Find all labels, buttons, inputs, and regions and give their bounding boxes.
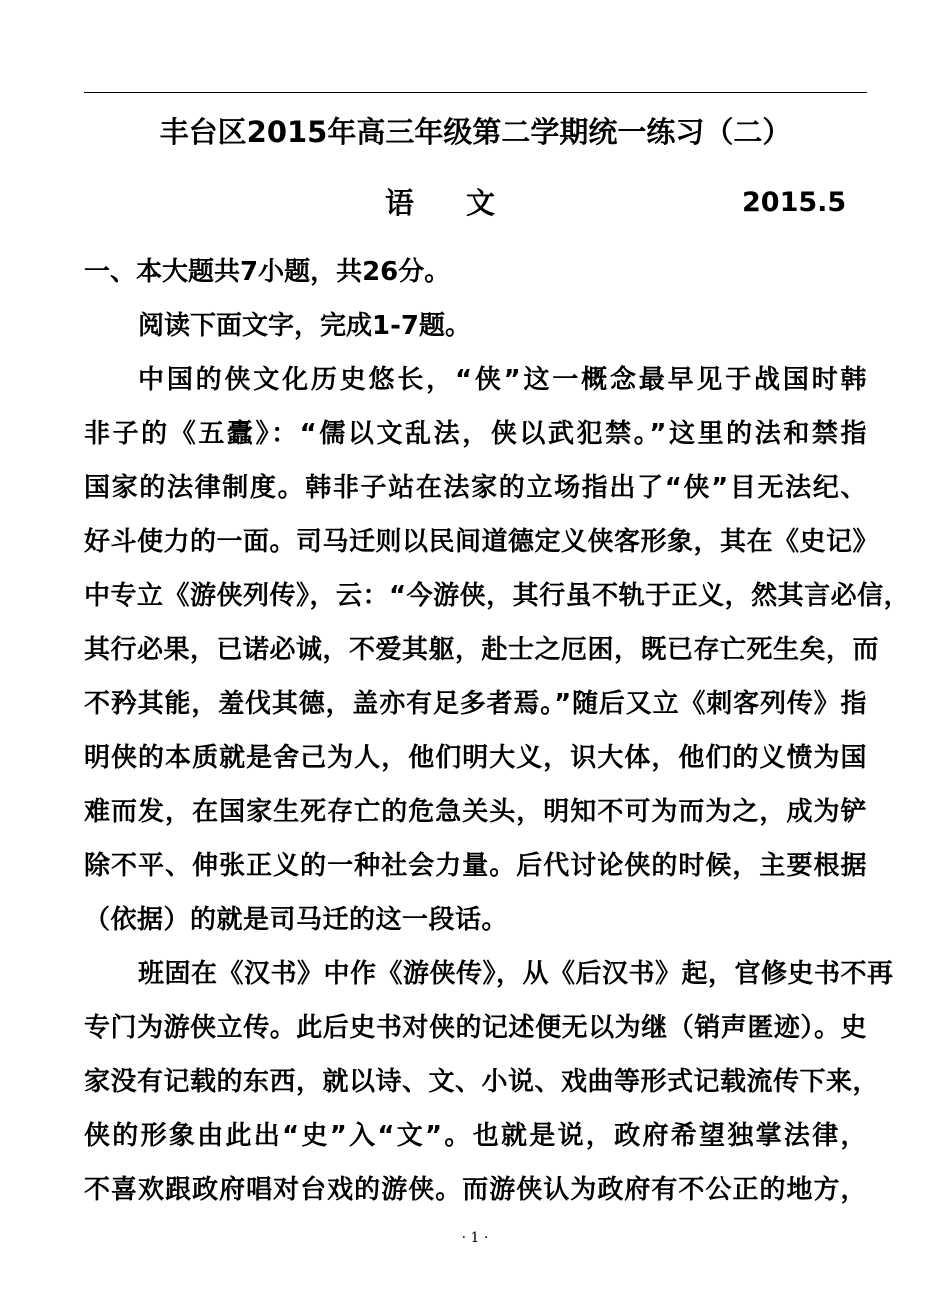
paragraph-1-line: 好斗使力的一面。司马迁则以民间道德定义侠客形象，其在《史记》	[84, 527, 880, 557]
paragraph-1-line: （依据）的就是司马迁的这一段话。	[84, 905, 509, 935]
exam-title: 丰台区2015年高三年级第二学期统一练习（二）	[159, 115, 792, 149]
paragraph-2-line: 侠的形象由此出“史”入“文”。也就是说，政府希望独掌法律，	[84, 1121, 867, 1151]
page-number: · 1 ·	[461, 1230, 489, 1246]
subject-label: 语文	[385, 186, 548, 220]
top-rule	[84, 92, 867, 93]
section-heading: 一、本大题共7小题，共26分。	[84, 257, 451, 287]
paragraph-1-line: 中国的侠文化历史悠长，“侠”这一概念最早见于战国时韩	[138, 365, 867, 395]
paragraph-2-line: 班固在《汉书》中作《游侠传》，从《后汉书》起，官修史书不再	[138, 959, 894, 989]
exam-date: 2015.5	[742, 187, 847, 218]
reading-instruction: 阅读下面文字，完成1-7题。	[138, 311, 471, 341]
paragraph-1-line: 国家的法律制度。韩非子站在法家的立场指出了“侠”目无法纪、	[84, 473, 867, 503]
paragraph-1-line: 除不平、伸张正义的一种社会力量。后代讨论侠的时候，主要根据	[84, 851, 867, 881]
paragraph-1-line: 明侠的本质就是舍己为人，他们明大义，识大体，他们的义愤为国	[84, 743, 867, 773]
paragraph-1-line: 其行必果，已诺必诚，不爱其躯，赴士之厄困，既已存亡死生矣，而	[84, 635, 880, 665]
paragraph-1-line: 中专立《游侠列传》，云：“今游侠，其行虽不轨于正义，然其言必信，	[84, 581, 911, 611]
paragraph-1-line: 非子的《五蠹》：“儒以文乱法，侠以武犯禁。”这里的法和禁指	[84, 419, 867, 449]
paragraph-2-line: 家没有记载的东西，就以诗、文、小说、戏曲等形式记载流传下来，	[84, 1067, 880, 1097]
paragraph-2-line: 专门为游侠立传。此后史书对侠的记述便无以为继（销声匿迹）。史	[84, 1013, 867, 1043]
paragraph-2-line: 不喜欢跟政府唱对台戏的游侠。而游侠认为政府有不公正的地方，	[84, 1175, 867, 1205]
paragraph-1-line: 难而发，在国家生死存亡的危急关头，明知不可为而为之，成为铲	[84, 797, 867, 827]
paragraph-1-line: 不矜其能，羞伐其德，盖亦有足多者焉。”随后又立《刺客列传》指	[84, 689, 867, 719]
